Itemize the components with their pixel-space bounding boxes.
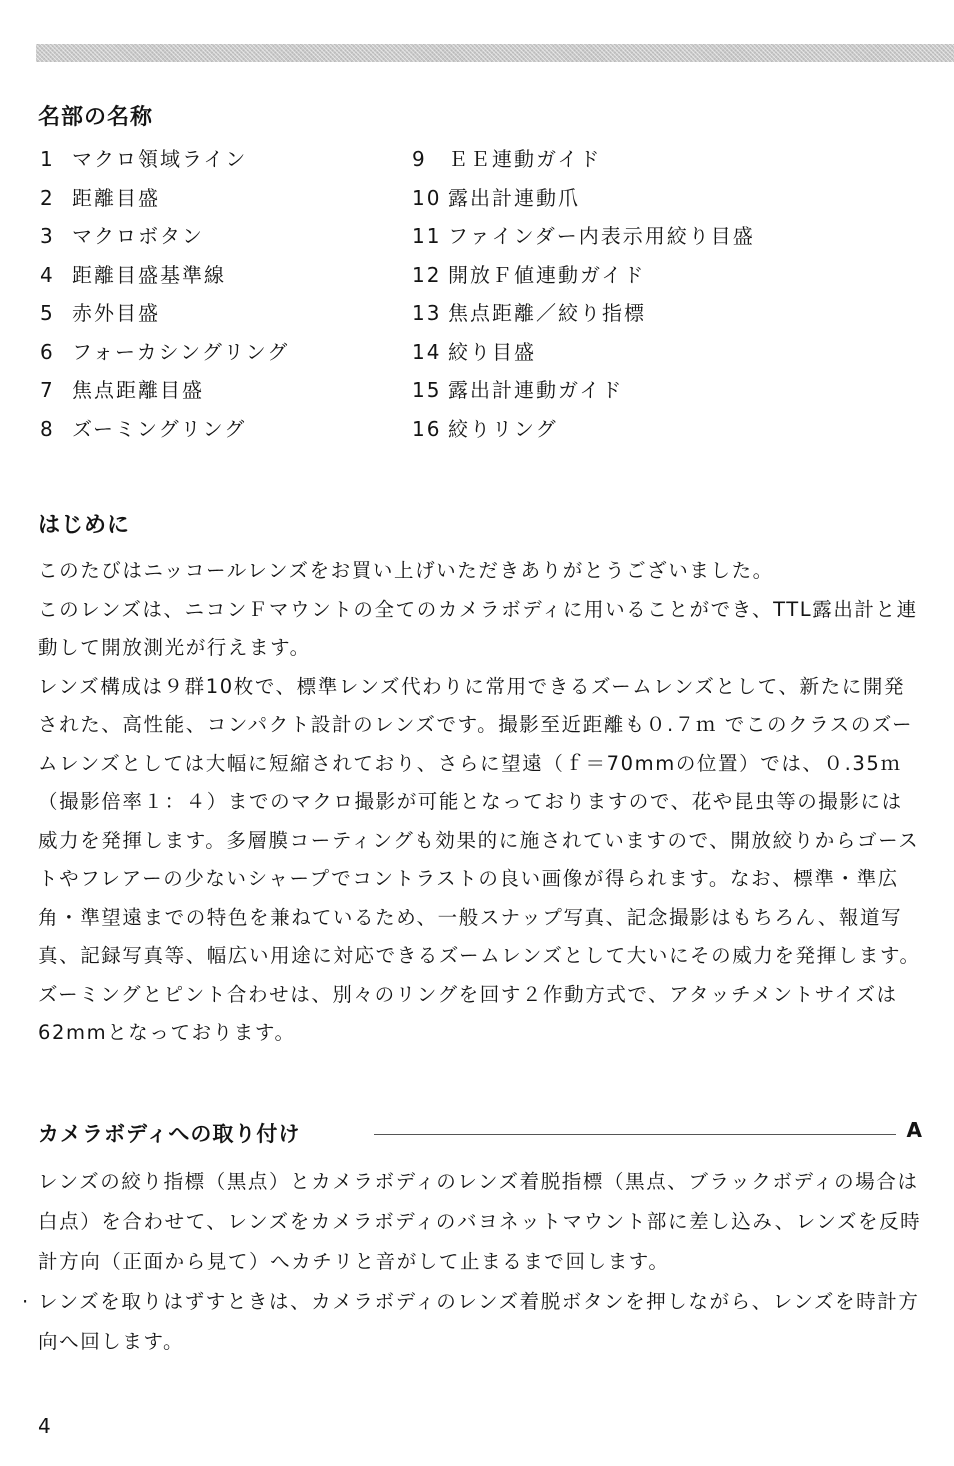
part-number: 4 [40,262,55,287]
part-number: 13 [412,301,442,325]
parts-heading: 名部の名称 [38,105,154,130]
part-number: 14 [412,339,442,364]
intro-body [38,552,922,1053]
part-item [40,260,226,290]
intro-heading: はじめに [38,513,131,538]
part-item [412,144,601,174]
part-number: 16 [412,416,442,441]
mount-paragraph: レンズの絞り指標（黒点）とカメラボディのレンズ着脱指標（黒点、ブラックボディの場合は白点）を合わせて、レンズをカメラボディのバヨネットマウント部に差し込み、レンズを反時計方向（正面から見て）へカチリと音がして止まるまで回します。 [38,1170,922,1273]
figure-reference: A [906,1118,922,1142]
part-item [412,414,558,444]
part-label: 絞りリング [448,416,558,441]
part-label: 露出計連動ガイド [448,378,624,402]
part-number: 10 [412,185,442,210]
part-item [412,183,580,213]
part-item [40,375,204,405]
part-number: 7 [40,378,55,402]
mount-heading-row [38,1118,922,1150]
mount-body [22,1162,922,1362]
part-item [412,337,536,367]
mount-paragraph-wrapper [22,1282,922,1362]
part-number: 15 [412,378,442,402]
part-number: 1 [40,147,55,171]
part-label: マクロボタン [72,224,204,248]
parts-list [40,144,920,454]
part-number: 2 [40,185,55,210]
part-item [412,298,646,328]
intro-paragraph: ズーミングとピント合わせは、別々のリングを回す２作動方式で、アタッチメントサイズは62mmとなっております。 [38,982,898,1044]
page-number: 4 [38,1414,51,1438]
part-label: 距離目盛 [72,185,160,210]
part-label: 焦点距離目盛 [72,378,204,402]
intro-paragraph: このレンズは、ニコンＦマウントの全てのカメラボディに用いることができ、TTL露出計と連動して開放測光が行えます。 [38,597,918,659]
part-number: 11 [412,224,442,248]
part-item [40,183,160,213]
part-item [40,144,247,174]
part-item [412,375,623,405]
mount-heading: カメラボディへの取り付け [38,1122,301,1146]
part-label: 絞り目盛 [448,339,536,364]
part-number: 5 [40,301,55,325]
bullet-mark: · [22,1290,30,1313]
part-label: 焦点距離／絞り指標 [448,301,646,325]
part-number: 9 [412,147,427,171]
part-item [412,221,755,251]
part-label: ファインダー内表示用絞り目盛 [448,224,755,248]
intro-paragraph: レンズ構成は９群10枚で、標準レンズ代わりに常用できるズームレンズとして、新たに開発された、高性能、コンパクト設計のレンズです。撮影至近距離も０.７ｍ でこのクラスのズームレンズとしては大幅に短縮されており、さらに望遠（ｆ＝70mmの位置）では、０.35ｍ（撮影倍率１：４）までのマクロ撮影が可能となっておりますので、花や昆虫等の撮影には威力を発揮します。多層膜コーティングも効果的に施されていますので、開放絞りからゴーストやフレアーの少ないシャープでコントラストの良い画像が得られます。なお、標準・準広角・準望遠までの特色を兼ねているため、一般スナップ写真、記念撮影はもちろん、報道写真、記録写真等、幅広い用途に対応できるズームレンズとして大いにその威力を発揮します。 [38,674,921,967]
heading-rule [374,1134,896,1135]
intro-paragraph: このたびはニッコールレンズをお買い上げいただきありがとうございました。 [38,559,774,582]
part-label: フォーカシングリング [72,339,290,364]
part-item [40,298,160,328]
part-label: ズーミングリング [72,416,247,441]
header-band [36,44,954,62]
part-item [40,337,289,367]
part-label: ＥＥ連動ガイド [448,147,602,171]
mount-paragraph: レンズを取りはずすときは、カメラボディのレンズ着脱ボタンを押しながら、レンズを時計方向へ回します。 [38,1290,920,1353]
part-label: 開放Ｆ値連動ガイド [448,262,646,287]
part-number: 8 [40,416,55,441]
part-number: 6 [40,339,55,364]
part-number: 3 [40,224,55,248]
part-item [412,260,645,290]
part-label: 赤外目盛 [72,301,160,325]
part-item [40,414,246,444]
part-label: 距離目盛基準線 [72,262,226,287]
part-item [40,221,204,251]
part-label: 露出計連動爪 [448,185,580,210]
part-number: 12 [412,262,442,287]
part-label: マクロ領域ライン [72,147,248,171]
